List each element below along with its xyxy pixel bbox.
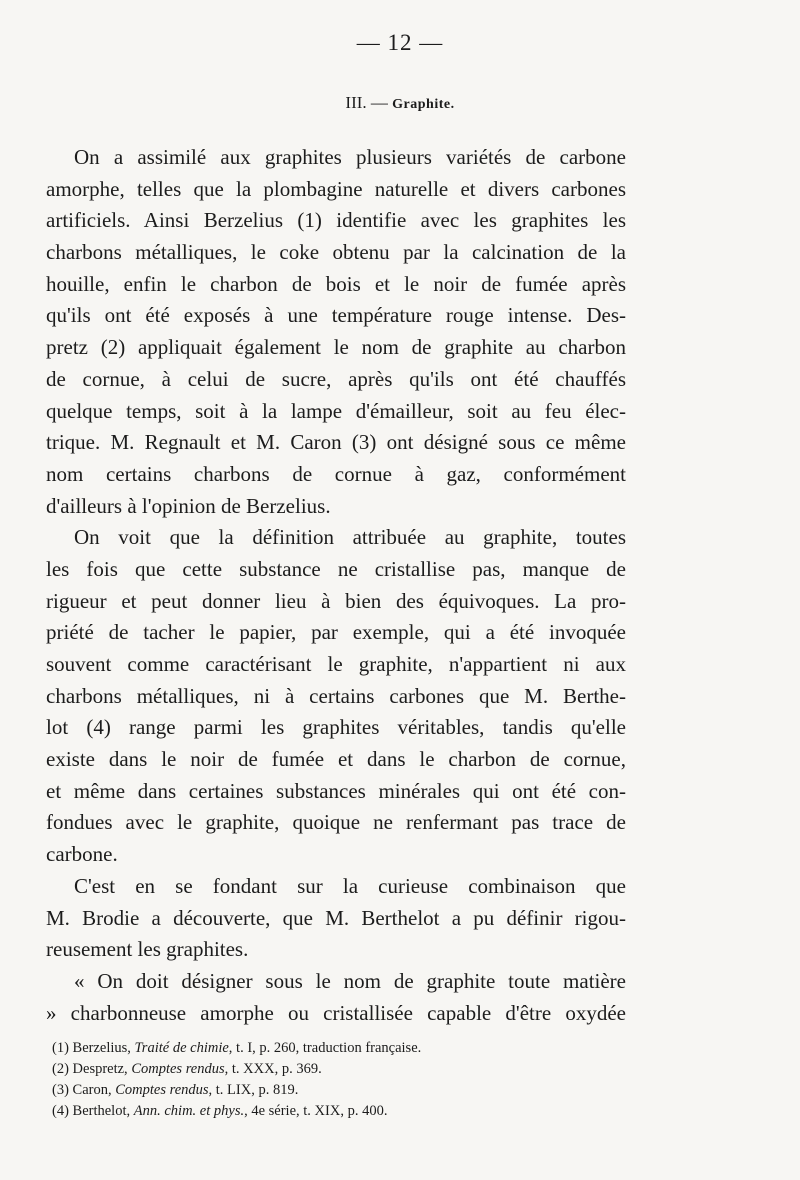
text-line: rigueur et peut donner lieu à bien des équivoques. La pro- <box>46 588 626 613</box>
text-line: « On doit désigner sous le nom de graphite toute matière <box>74 968 626 993</box>
text-line: les fois que cette substance ne cristallise pas, manque de <box>46 556 626 581</box>
footnote-reference: , t. LIX, p. 819. <box>208 1082 299 1098</box>
text-line: qu'ils ont été exposés à une température rouge intense. Des- <box>46 303 626 328</box>
footnote-author: (1) Berzelius, <box>52 1040 135 1056</box>
text-line: reusement les graphites. <box>46 937 249 962</box>
text-line: amorphe, telles que la plombagine naturelle et divers carbones <box>46 176 626 201</box>
text-line: charbons métalliques, ni à certains carbones que M. Berthe- <box>46 683 626 708</box>
text-line: pretz (2) appliquait également le nom de graphite au charbon <box>46 335 626 360</box>
text-line: M. Brodie a découverte, que M. Berthelot a pu définir rigou- <box>46 905 626 930</box>
text-line: d'ailleurs à l'opinion de Berzelius. <box>46 493 331 518</box>
footnote-reference: , 4e série, t. XIX, p. 400. <box>244 1103 388 1119</box>
text-line: houille, enfin le charbon de bois et le noir de fumée après <box>46 271 626 296</box>
text-line: C'est en se fondant sur la curieuse combinaison que <box>74 873 626 898</box>
footnote-work: Comptes rendus <box>131 1061 225 1077</box>
body-text <box>46 142 626 1029</box>
text-line: priété de tacher le papier, par exemple, qui a été invoquée <box>46 620 626 645</box>
text-line: de cornue, à celui de sucre, après qu'ils ont été chauffés <box>46 366 626 391</box>
footnote-author: (3) Caron, <box>52 1082 116 1098</box>
text-line: quelque temps, soit à la lampe d'émailleur, soit au feu élec- <box>46 398 626 423</box>
text-line: lot (4) range parmi les graphites véritables, tandis qu'elle <box>46 715 626 740</box>
footnote <box>52 1101 612 1122</box>
footnote-author: (4) Berthelot, <box>52 1103 134 1119</box>
section-heading <box>0 93 800 113</box>
footnote <box>52 1059 612 1080</box>
text-line: nom certains charbons de cornue à gaz, conformément <box>46 461 626 486</box>
text-line: On voit que la définition attribuée au graphite, toutes <box>74 525 626 550</box>
text-line: souvent comme caractérisant le graphite, n'appartient ni aux <box>46 652 626 676</box>
footnote <box>52 1080 612 1101</box>
footnote-work: Traité de chimie <box>134 1040 229 1056</box>
section-number: III. — <box>345 93 388 112</box>
text-line: » charbonneuse amorphe ou cristallisée capable d'être oxydée <box>46 1000 626 1025</box>
footnotes <box>52 1038 612 1122</box>
section-title: Graphite. <box>392 97 455 112</box>
text-line: trique. M. Regnault et M. Caron (3) ont désigné sous ce même <box>46 430 626 455</box>
footnote-work: Comptes rendus <box>115 1082 209 1098</box>
page-number: — 12 — <box>356 30 444 55</box>
text-line: carbone. <box>46 842 118 867</box>
text-line: charbons métalliques, le coke obtenu par la calcination de la <box>46 240 626 265</box>
footnote-author: (2) Despretz, <box>52 1061 132 1077</box>
text-line: On a assimilé aux graphites plusieurs variétés de carbone <box>74 145 626 169</box>
footnote-reference: , t. I, p. 260, traduction française. <box>228 1040 422 1056</box>
text-line: existe dans le noir de fumée et dans le charbon de cornue, <box>46 747 626 772</box>
text-line: et même dans certaines substances minérales qui ont été con- <box>46 778 626 803</box>
footnote <box>52 1038 612 1059</box>
text-line: fondues avec le graphite, quoique ne renfermant pas trace de <box>46 810 626 835</box>
footnote-reference: , t. XXX, p. 369. <box>224 1061 322 1077</box>
footnote-work: Ann. chim. et phys. <box>133 1103 245 1119</box>
text-line: artificiels. Ainsi Berzelius (1) identifie avec les graphites les <box>46 208 626 233</box>
